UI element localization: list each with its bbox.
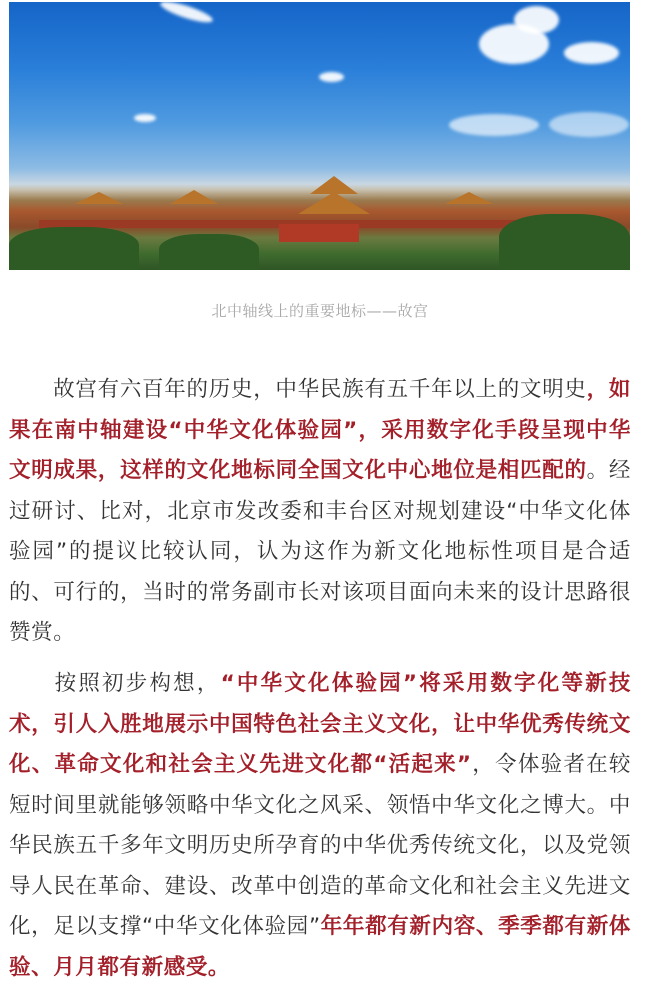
paragraph-2 (9, 664, 631, 988)
cloud (564, 42, 619, 64)
trees (9, 227, 139, 270)
paragraph-1 (9, 370, 631, 654)
palace-roof (289, 192, 379, 214)
highlighted-text: “中华文化体验园”将采用数字化等新技术，引人入胜地展示中国特色社会主义文化，让中华优秀传统文化、革命文化和社会主义先进文化都“活起来” (9, 671, 631, 777)
palace-roof (164, 190, 224, 204)
cloud (549, 112, 629, 137)
paragraph-text: 。经过研讨、比对，北京市发改委和丰台区对规划建设“中华文化体验园”的提议比较认同，认为这作为新文化地标性项目是合适的、可行的，当时的常务副市长对该项目面向未来的设计思路很赞赏。 (9, 458, 631, 645)
paragraph-text: ，令体验者在较短时间里就能够领略中华文化之风采、领悟中华文化之博大。中华民族五千多年文明历史所孕育的中华优秀传统文化，以及党领导人民在革命、建设、改革中创造的革命文化和社会主义先进文化，足以支撑“中华文化体验园” (9, 752, 631, 939)
paragraph-text: 故宫有六百年的历史，中华民族有五千年以上的文明史 (53, 377, 587, 402)
palace-roof (439, 192, 499, 204)
palace-roof (69, 192, 129, 204)
cloud (514, 6, 559, 34)
forbidden-city-photo (9, 2, 630, 270)
cloud (449, 114, 539, 136)
cloud (158, 2, 214, 26)
cloud (134, 114, 156, 122)
highlighted-text: ，如果在南中轴建设“中华文化体验园”，采用数字化手段呈现中华文明成果，这样的文化地标同全国文化中心地位是相匹配的 (9, 377, 632, 483)
cloud (319, 72, 344, 82)
highlighted-text: 年年都有新内容、季季都有新体验、月月都有新感受。 (9, 914, 631, 980)
trees (159, 234, 259, 270)
palace-roof (304, 176, 364, 194)
image-caption: 北中轴线上的重要地标——故宫 (211, 302, 429, 320)
shenwu-gate (279, 224, 359, 242)
trees (499, 214, 630, 270)
paragraph-text: 按照初步构想， (53, 671, 221, 696)
